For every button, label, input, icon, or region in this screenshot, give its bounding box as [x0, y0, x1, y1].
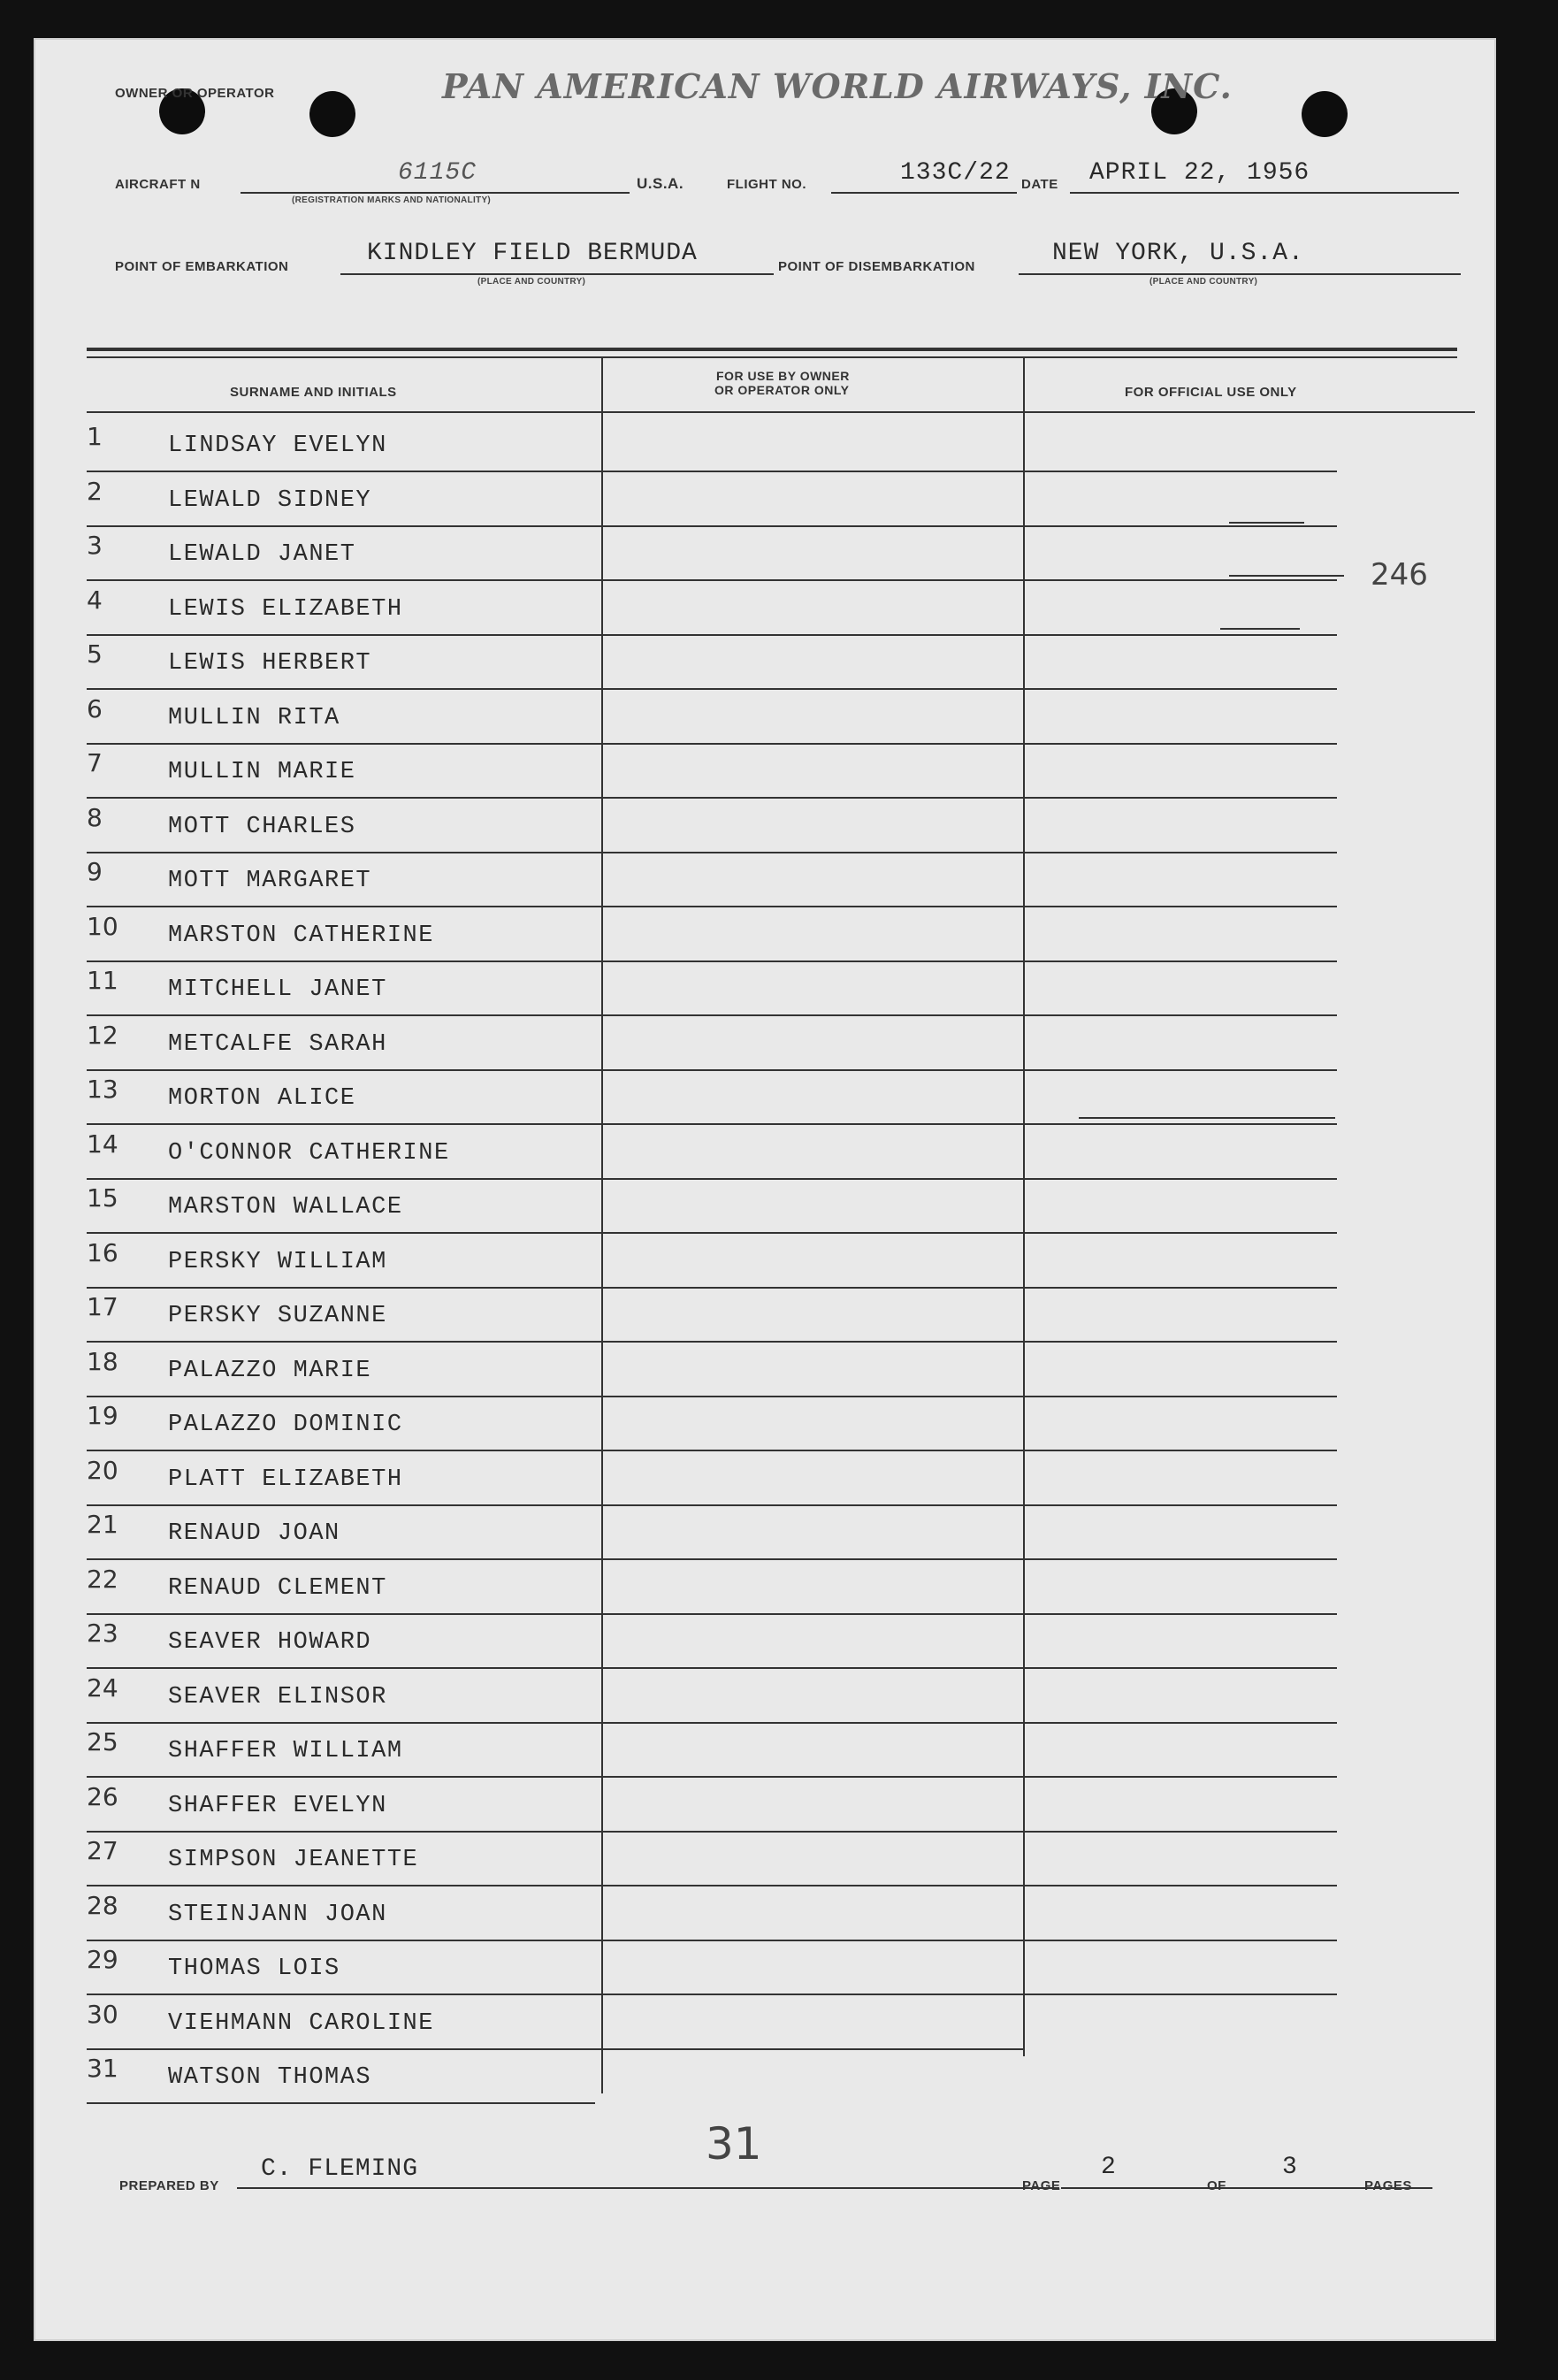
row-number: 31 — [87, 2054, 118, 2083]
row-number: 10 — [87, 912, 118, 941]
table-row — [87, 1945, 635, 2000]
margin-note: 246 — [1371, 557, 1428, 593]
table-row — [87, 1891, 635, 1946]
pages-label: PAGES — [1364, 2178, 1412, 2193]
row-number: 22 — [87, 1565, 118, 1594]
row-number: 26 — [87, 1782, 118, 1811]
table-row — [87, 1347, 635, 1402]
table-row — [87, 803, 635, 858]
row-number: 15 — [87, 1183, 118, 1213]
passenger-name: MARSTON WALLACE — [168, 1194, 403, 1221]
table-row — [87, 1782, 635, 1837]
passenger-name: PERSKY WILLIAM — [168, 1249, 387, 1275]
table-row — [87, 639, 635, 694]
row-number: 20 — [87, 1456, 118, 1485]
row-number: 19 — [87, 1401, 118, 1430]
passenger-name: THOMAS LOIS — [168, 1955, 340, 1982]
row-number: 27 — [87, 1836, 118, 1865]
passenger-name: MITCHELL JANET — [168, 976, 387, 1003]
table-row — [87, 585, 635, 640]
embark-value: KINDLEY FIELD BERMUDA — [367, 240, 698, 267]
disembark-value: NEW YORK, U.S.A. — [1052, 240, 1304, 267]
table-row — [87, 531, 635, 585]
passenger-name: LEWALD SIDNEY — [168, 487, 372, 514]
company-name: PAN AMERICAN WORLD AIRWAYS, INC. — [442, 66, 1233, 106]
passenger-name: MOTT MARGARET — [168, 868, 372, 894]
row-number: 9 — [87, 857, 103, 886]
punch-hole-4 — [1302, 91, 1348, 137]
row-number: 1 — [87, 422, 103, 451]
table-row — [87, 2000, 635, 2055]
passenger-name: LEWIS ELIZABETH — [168, 596, 403, 623]
passenger-name: SHAFFER EVELYN — [168, 1793, 387, 1819]
col-owner-header-1: FOR USE BY OWNER — [716, 369, 850, 383]
table-row — [87, 477, 635, 532]
row-number: 16 — [87, 1238, 118, 1267]
table-row — [87, 1075, 635, 1129]
manifest-sheet — [35, 40, 1494, 2339]
page-value: 2 — [1101, 2154, 1117, 2181]
row-number: 28 — [87, 1891, 118, 1920]
date-label: DATE — [1021, 177, 1058, 192]
table-row — [87, 966, 635, 1021]
table-row — [87, 1727, 635, 1782]
passenger-name: PLATT ELIZABETH — [168, 1466, 403, 1493]
aircraft-value: 6115C — [398, 159, 477, 187]
table-row — [87, 1510, 635, 1565]
row-number: 23 — [87, 1619, 118, 1648]
passenger-name: MULLIN RITA — [168, 705, 340, 731]
passenger-name: SHAFFER WILLIAM — [168, 1738, 403, 1764]
row-number: 12 — [87, 1021, 118, 1050]
passenger-name: SEAVER HOWARD — [168, 1629, 372, 1656]
row-number: 5 — [87, 639, 103, 669]
row-number: 8 — [87, 803, 103, 832]
passenger-name: PALAZZO MARIE — [168, 1358, 372, 1384]
usa-label: U.S.A. — [637, 175, 684, 192]
passenger-name: MARSTON CATHERINE — [168, 922, 434, 949]
row-number: 25 — [87, 1727, 118, 1756]
prepared-label: PREPARED BY — [119, 2178, 219, 2193]
row-number: 11 — [87, 966, 118, 995]
passenger-name: LEWALD JANET — [168, 541, 356, 568]
passenger-name: PERSKY SUZANNE — [168, 1303, 387, 1329]
row-number: 7 — [87, 748, 103, 777]
passenger-name: WATSON THOMAS — [168, 2064, 372, 2091]
passenger-name: MOTT CHARLES — [168, 814, 356, 840]
passenger-name: SEAVER ELINSOR — [168, 1684, 387, 1710]
table-row — [87, 748, 635, 803]
row-number: 13 — [87, 1075, 118, 1104]
passenger-name: METCALFE SARAH — [168, 1031, 387, 1058]
row-number: 4 — [87, 585, 103, 615]
table-row — [87, 2054, 635, 2108]
owner-label: OWNER OR OPERATOR — [115, 86, 275, 101]
prepared-value: C. FLEMING — [261, 2155, 419, 2183]
row-number: 6 — [87, 694, 103, 723]
passenger-name: O'CONNOR CATHERINE — [168, 1140, 450, 1167]
flight-value: 133C/22 — [900, 159, 1011, 187]
table-row — [87, 1673, 635, 1728]
disembark-caption: (PLACE AND COUNTRY) — [1149, 277, 1258, 287]
registration-caption: (REGISTRATION MARKS AND NATIONALITY) — [292, 195, 492, 205]
col-owner-header-2: OR OPERATOR ONLY — [714, 383, 850, 397]
table-row — [87, 1021, 635, 1075]
row-number: 17 — [87, 1292, 118, 1321]
punch-hole-2 — [309, 91, 355, 137]
table-row — [87, 1836, 635, 1891]
table-row — [87, 1238, 635, 1293]
embark-caption: (PLACE AND COUNTRY) — [477, 277, 586, 287]
row-number: 3 — [87, 531, 103, 560]
table-row — [87, 1183, 635, 1238]
row-number: 21 — [87, 1510, 118, 1539]
flight-label: FLIGHT NO. — [727, 177, 806, 192]
table-row — [87, 857, 635, 912]
col-surname-header: SURNAME AND INITIALS — [230, 385, 397, 400]
passenger-name: MULLIN MARIE — [168, 759, 356, 785]
passenger-name: PALAZZO DOMINIC — [168, 1412, 403, 1438]
table-row — [87, 1292, 635, 1347]
table-row — [87, 1129, 635, 1184]
table-row — [87, 1619, 635, 1673]
table-row — [87, 1401, 635, 1456]
row-number: 14 — [87, 1129, 118, 1159]
row-number: 2 — [87, 477, 103, 506]
passenger-name: VIEHMANN CAROLINE — [168, 2010, 434, 2037]
aircraft-label: AIRCRAFT N — [115, 177, 201, 192]
disembark-label: POINT OF DISEMBARKATION — [778, 259, 975, 274]
row-number: 18 — [87, 1347, 118, 1376]
passenger-name: RENAUD CLEMENT — [168, 1575, 387, 1602]
of-value: 3 — [1282, 2154, 1298, 2181]
passenger-name: LEWIS HERBERT — [168, 650, 372, 677]
of-label: OF — [1207, 2178, 1226, 2193]
passenger-name: RENAUD JOAN — [168, 1520, 340, 1547]
passenger-name: LINDSAY EVELYN — [168, 432, 387, 459]
row-number: 29 — [87, 1945, 118, 1974]
table-row — [87, 694, 635, 749]
table-row — [87, 1456, 635, 1511]
passenger-name: SIMPSON JEANETTE — [168, 1847, 419, 1873]
row-number: 24 — [87, 1673, 118, 1703]
col-official-header: FOR OFFICIAL USE ONLY — [1125, 385, 1297, 400]
table-row — [87, 1565, 635, 1619]
date-value: APRIL 22, 1956 — [1089, 159, 1310, 187]
table-row — [87, 422, 635, 477]
row-number: 30 — [87, 2000, 118, 2029]
embark-label: POINT OF EMBARKATION — [115, 259, 289, 274]
passenger-name: STEINJANN JOAN — [168, 1902, 387, 1928]
table-row — [87, 912, 635, 967]
total-handwritten: 31 — [706, 2118, 762, 2170]
passenger-name: MORTON ALICE — [168, 1085, 356, 1112]
page-label: PAGE — [1022, 2178, 1061, 2193]
